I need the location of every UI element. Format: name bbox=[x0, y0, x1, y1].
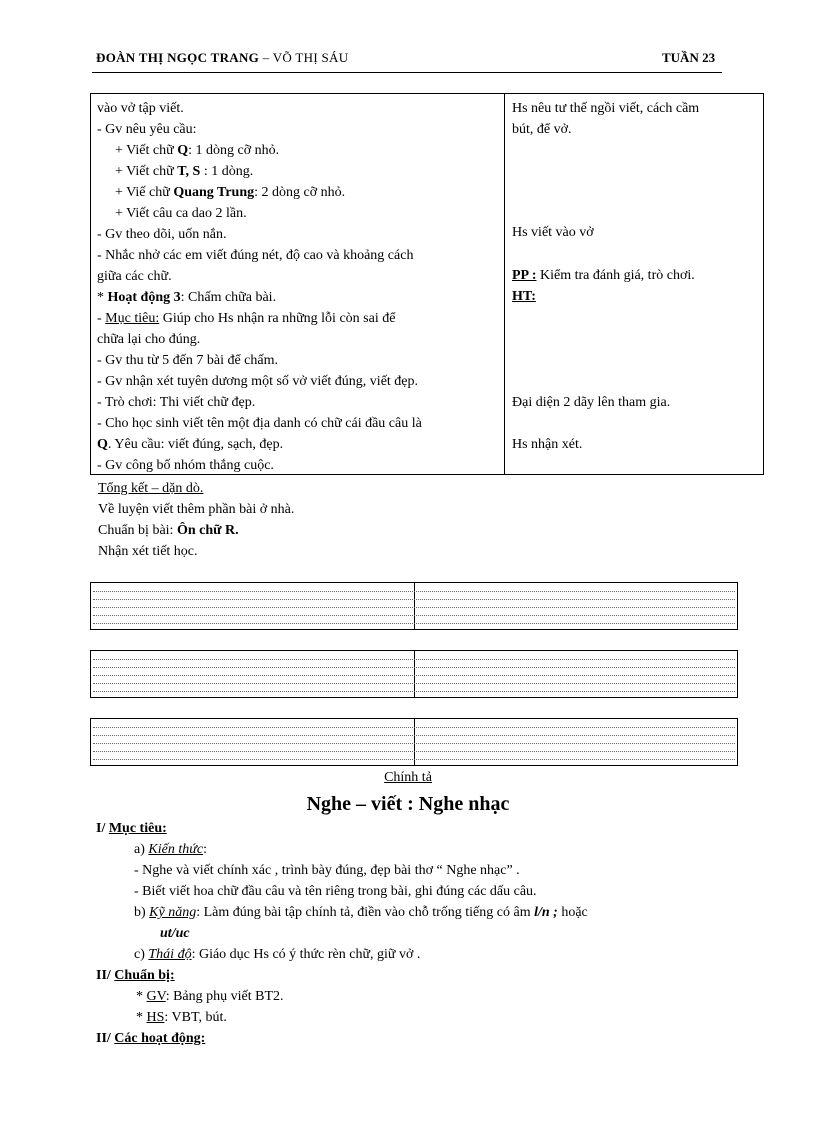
left-line: Q. Yêu cầu: viết đúng, sạch, đẹp. bbox=[97, 437, 284, 452]
objectives-heading: I/ Mục tiêu: bbox=[96, 821, 167, 836]
right-line: PP : Kiểm tra đánh giá, trò chơi. bbox=[512, 268, 695, 283]
objective-line: - Biết viết hoa chữ đầu câu và tên riêng trong bài, ghi đúng các dấu câu. bbox=[134, 884, 537, 899]
activity-table bbox=[90, 93, 764, 475]
left-line: giữa các chữ. bbox=[97, 269, 172, 284]
summary-line: Chuẩn bị bài: Ôn chữ R. bbox=[98, 523, 239, 538]
header-week: TUẦN 23 bbox=[662, 50, 716, 65]
ruled-note-box bbox=[90, 718, 738, 766]
header-author: ĐOÀN THỊ NGỌC TRANG bbox=[96, 50, 260, 65]
prep-line: * HS: VBT, bút. bbox=[136, 1010, 227, 1025]
summary-line: Về luyện viết thêm phần bài ở nhà. bbox=[98, 502, 295, 517]
left-line: + Viế chữ Quang Trung: 2 dòng cỡ nhỏ. bbox=[115, 185, 346, 200]
header-dash: – bbox=[259, 50, 273, 65]
left-line: - Trò chơi: Thi viết chữ đẹp. bbox=[97, 395, 256, 410]
objective-line: - Nghe và viết chính xác , trình bày đúng, đẹp bài thơ “ Nghe nhạc” . bbox=[134, 863, 520, 878]
right-line: Đại diện 2 dãy lên tham gia. bbox=[512, 395, 671, 410]
right-line: Hs nhận xét. bbox=[512, 437, 583, 452]
left-line: chữa lại cho đúng. bbox=[97, 332, 201, 347]
prep-heading: II/ Chuẩn bị: bbox=[96, 968, 175, 983]
knowledge-heading: a) Kiến thức: bbox=[134, 842, 207, 857]
attitude-line: c) Thái độ: Giáo dục Hs có ý thức rèn chữ, giữ vở . bbox=[134, 947, 421, 962]
activities-heading: II/ Các hoạt động: bbox=[96, 1031, 206, 1046]
left-line: - Gv thu từ 5 đến 7 bài để chấm. bbox=[97, 353, 278, 368]
left-line: - Gv công bố nhóm thắng cuộc. bbox=[97, 458, 274, 473]
right-line: bút, để vở. bbox=[512, 122, 572, 137]
left-line: - Nhắc nhở các em viết đúng nét, độ cao và khoảng cách bbox=[97, 248, 414, 263]
summary-heading: Tổng kết – dặn dò. bbox=[98, 481, 204, 496]
left-line: + Viết câu ca dao 2 lần. bbox=[115, 206, 247, 221]
left-line: * Hoạt động 3: Chấm chữa bài. bbox=[97, 290, 277, 305]
right-line: Hs viết vào vở bbox=[512, 225, 594, 240]
header-author-school bbox=[96, 50, 348, 66]
left-line: - Gv nêu yêu cầu: bbox=[97, 122, 197, 137]
summary-line: Nhận xét tiết học. bbox=[98, 544, 198, 559]
ruled-note-box bbox=[90, 582, 738, 630]
left-line: + Viết chữ T, S : 1 dòng. bbox=[115, 164, 254, 179]
table-column-divider bbox=[504, 94, 505, 474]
left-line: - Gv nhận xét tuyên dương một số vở viết đúng, viết đẹp. bbox=[97, 374, 419, 389]
skills-line-cont: ut/uc bbox=[160, 926, 190, 941]
left-line: - Cho học sinh viết tên một địa danh có chữ cái đầu câu là bbox=[97, 416, 422, 431]
lesson-title: Nghe – viết : Nghe nhạc bbox=[306, 793, 510, 815]
right-line: HT: bbox=[512, 289, 536, 304]
left-line: vào vở tập viết. bbox=[97, 101, 184, 116]
left-line: + Viết chữ Q: 1 dòng cỡ nhỏ. bbox=[115, 143, 280, 158]
header-school: VÕ THỊ SÁU bbox=[272, 50, 349, 65]
header-rule bbox=[92, 72, 722, 73]
left-line: - Gv theo dõi, uốn nắn. bbox=[97, 227, 227, 242]
left-line: - Mục tiêu: Giúp cho Hs nhận ra những lỗi còn sai để bbox=[97, 311, 396, 326]
prep-line: * GV: Bảng phụ viết BT2. bbox=[136, 989, 284, 1004]
right-line: Hs nêu tư thế ngồi viết, cách cầm bbox=[512, 101, 700, 116]
lesson-subject: Chính tả bbox=[384, 770, 432, 785]
ruled-note-box bbox=[90, 650, 738, 698]
skills-line: b) Kỹ năng: Làm đúng bài tập chính tả, điền vào chỗ trống tiếng có âm l/n ; hoặc bbox=[134, 905, 588, 920]
